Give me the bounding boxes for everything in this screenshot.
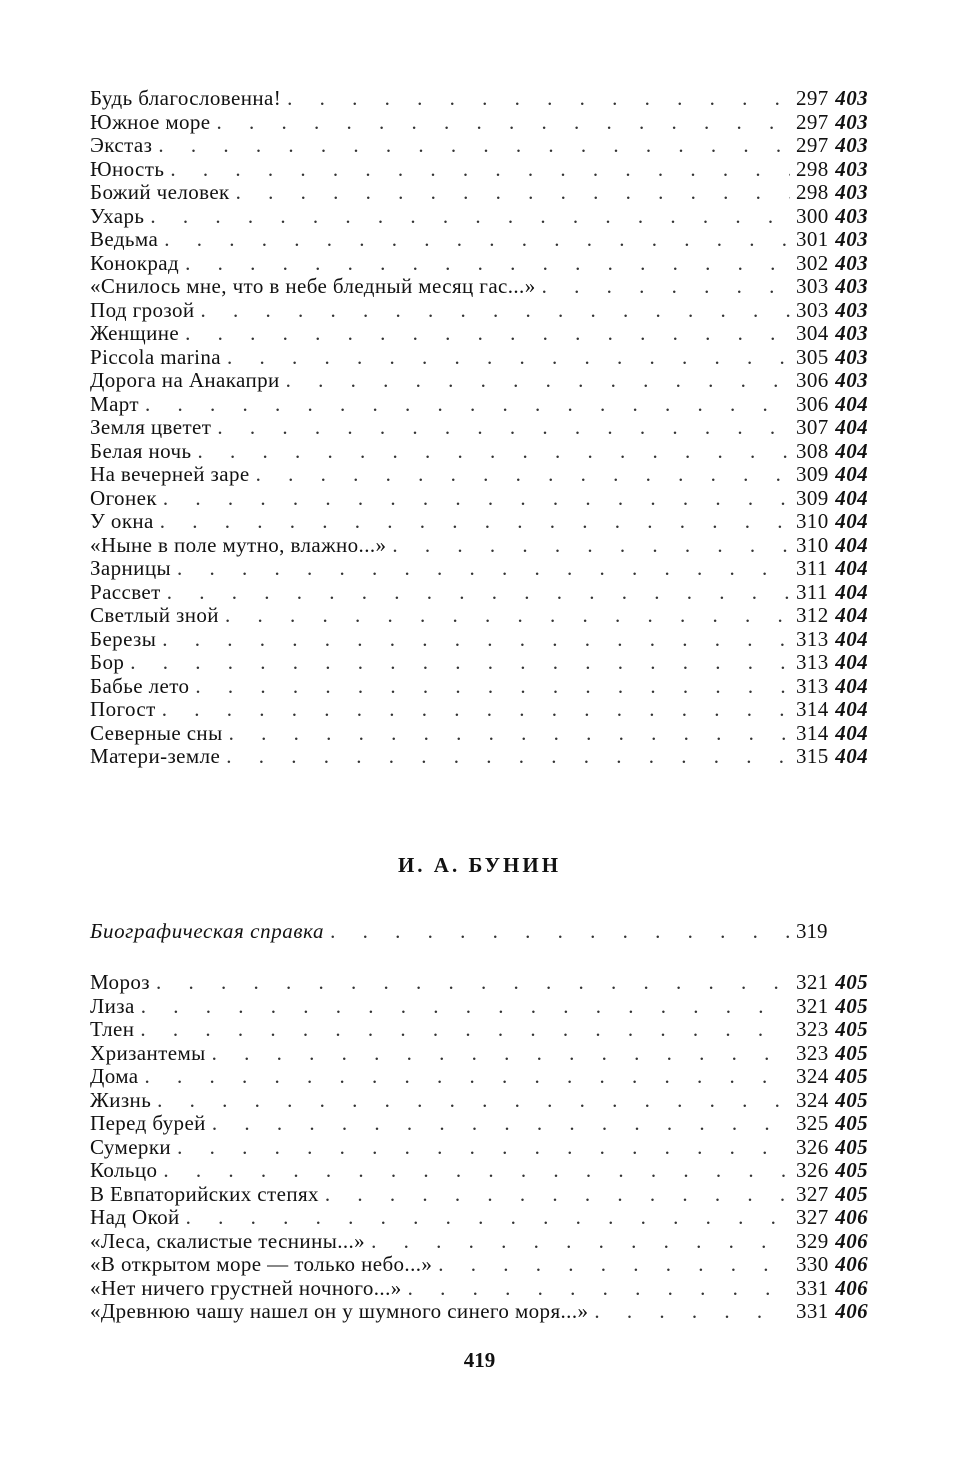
dot-leader xyxy=(162,698,790,722)
entry-note-page: 406 xyxy=(835,1228,868,1253)
entry-title: Конокрад xyxy=(90,250,180,275)
toc-entry xyxy=(90,1159,868,1183)
entry-page-number: 308 xyxy=(796,438,829,463)
entry-note-page: 404 xyxy=(835,485,868,510)
dot-leader xyxy=(195,675,790,699)
entry-page-number: 312 xyxy=(796,603,829,627)
entry-page-number: 324 xyxy=(796,1064,829,1088)
toc-entry xyxy=(90,134,868,158)
toc-entry xyxy=(90,299,868,323)
entry-title: «Нет ничего грустней ночного...» xyxy=(90,1275,402,1300)
entry-note-page: 403 xyxy=(835,156,868,181)
entry-note-page: 404 xyxy=(835,697,868,721)
dot-leader xyxy=(158,134,790,158)
toc-entry xyxy=(90,675,868,699)
toc-entry xyxy=(90,1089,868,1113)
entry-note-page: 404 xyxy=(835,556,868,580)
entry-page-number: 298 xyxy=(796,156,829,181)
entry-title: В Евпаторийских степях xyxy=(90,1181,319,1206)
dot-leader xyxy=(197,440,790,464)
entry-title: На вечерней заре xyxy=(90,462,250,486)
entry-title: Огонек xyxy=(90,485,157,510)
toc-entry xyxy=(90,1206,868,1230)
entry-page-number: 323 xyxy=(796,1040,829,1065)
entry-note-page: 404 xyxy=(835,579,868,604)
toc-entry xyxy=(90,346,868,370)
dot-leader xyxy=(141,995,790,1019)
entry-page-number: 313 xyxy=(796,650,829,674)
bio-entry xyxy=(90,918,830,944)
toc-entry xyxy=(90,1065,868,1089)
dot-leader xyxy=(170,158,790,182)
dot-leader xyxy=(212,1042,790,1066)
dot-leader xyxy=(185,322,790,346)
entry-title: Тлен xyxy=(90,1017,135,1041)
entry-note-page: 404 xyxy=(835,438,868,463)
entry-page-number: 306 xyxy=(796,368,829,392)
dot-leader xyxy=(145,1065,791,1089)
toc-entry xyxy=(90,1136,868,1160)
toc-entry xyxy=(90,534,868,558)
toc-entry xyxy=(90,510,868,534)
entry-title: Ведьма xyxy=(90,227,159,251)
entry-title: Белая ночь xyxy=(90,438,192,463)
entry-title: Под грозой xyxy=(90,297,195,322)
entry-page-number: 310 xyxy=(796,509,829,533)
entry-note-page: 406 xyxy=(835,1275,868,1300)
entry-page-number: 307 xyxy=(796,415,829,439)
entry-page-number: 305 xyxy=(796,344,829,369)
entry-title: Перед бурей xyxy=(90,1111,206,1135)
entry-note-page: 403 xyxy=(835,274,868,298)
entry-page-number: 325 xyxy=(796,1111,829,1135)
toc-entry xyxy=(90,158,868,182)
bio-title: Биографическая справка xyxy=(90,919,325,943)
entry-title: Кольцо xyxy=(90,1158,158,1182)
dot-leader xyxy=(325,1183,790,1207)
dot-leader xyxy=(226,745,790,769)
entry-note-page: 405 xyxy=(835,1111,868,1135)
entry-title: Светлый зной xyxy=(90,603,219,627)
toc-entry xyxy=(90,971,868,995)
toc-entry xyxy=(90,369,868,393)
entry-page-number: 321 xyxy=(796,993,829,1018)
entry-page-number: 324 xyxy=(796,1087,829,1112)
dot-leader xyxy=(140,1018,790,1042)
entry-title: Женщине xyxy=(90,321,180,345)
entry-note-page: 405 xyxy=(835,1181,868,1206)
entry-page-number: 303 xyxy=(796,297,829,322)
entry-title: Жизнь xyxy=(90,1087,152,1112)
toc-entry xyxy=(90,628,868,652)
entry-page-number: 311 xyxy=(796,556,828,580)
entry-title: Дорога на Анакапри xyxy=(90,368,280,392)
entry-title: Рассвет xyxy=(90,579,161,604)
dot-leader xyxy=(201,299,790,323)
entry-note-page: 405 xyxy=(835,993,868,1018)
toc-entry xyxy=(90,393,868,417)
toc-entry xyxy=(90,604,868,628)
entry-page-number: 331 xyxy=(796,1299,829,1323)
entry-note-page: 404 xyxy=(835,603,868,627)
entry-title: Зарницы xyxy=(90,556,171,580)
entry-page-number: 311 xyxy=(796,579,828,604)
toc-entry xyxy=(90,1042,868,1066)
toc-entry xyxy=(90,111,868,135)
entry-note-page: 406 xyxy=(835,1205,868,1229)
toc-entry xyxy=(90,722,868,746)
dot-leader xyxy=(177,557,790,581)
dot-leader xyxy=(371,1230,790,1254)
entry-note-page: 403 xyxy=(835,180,868,204)
dot-leader xyxy=(217,111,790,135)
dot-leader xyxy=(145,393,790,417)
dot-leader xyxy=(286,369,790,393)
entry-note-page: 404 xyxy=(835,720,868,745)
toc-entry xyxy=(90,228,868,252)
toc-entry xyxy=(90,275,868,299)
entry-note-page: 404 xyxy=(835,509,868,533)
entry-page-number: 309 xyxy=(796,462,829,486)
entry-page-number: 300 xyxy=(796,203,829,228)
entry-page-number: 304 xyxy=(796,321,829,345)
entry-page-number: 329 xyxy=(796,1228,829,1253)
entry-note-page: 403 xyxy=(835,297,868,322)
entry-note-page: 405 xyxy=(835,1134,868,1159)
entry-title: У окна xyxy=(90,509,154,533)
entry-note-page: 405 xyxy=(835,1087,868,1112)
entry-note-page: 405 xyxy=(835,1064,868,1088)
entry-title: Ухарь xyxy=(90,203,145,228)
entry-title: Матери-земле xyxy=(90,744,221,768)
entry-note-page: 404 xyxy=(835,532,868,557)
entry-page-number: 297 xyxy=(796,109,829,134)
dot-leader xyxy=(130,651,790,675)
entry-title: Март xyxy=(90,391,139,416)
entry-page-number: 306 xyxy=(796,391,829,416)
entry-page-number: 297 xyxy=(796,133,829,157)
entry-page-number: 314 xyxy=(796,720,829,745)
entry-page-number: 326 xyxy=(796,1158,829,1182)
entry-note-page: 406 xyxy=(835,1252,868,1276)
toc-entry xyxy=(90,557,868,581)
entry-title: «Древнюю чашу нашел он у шумного синего моря...» xyxy=(90,1299,589,1323)
dot-leader xyxy=(167,581,790,605)
dot-leader xyxy=(156,971,790,995)
entry-title: Сумерки xyxy=(90,1134,172,1159)
entry-page-number: 314 xyxy=(796,697,829,721)
entry-title: Будь благословенна! xyxy=(90,86,282,110)
entry-note-page: 403 xyxy=(835,321,868,345)
dot-leader xyxy=(542,275,790,299)
dot-leader xyxy=(164,228,790,252)
dot-leader xyxy=(212,1112,790,1136)
entry-page-number: 301 xyxy=(796,227,829,251)
dot-leader xyxy=(157,1089,790,1113)
entry-page-number: 298 xyxy=(796,180,829,204)
entry-note-page: 405 xyxy=(835,1158,868,1182)
dot-leader xyxy=(330,918,790,944)
toc-entry xyxy=(90,252,868,276)
dot-leader xyxy=(160,510,790,534)
entry-page-number: 297 xyxy=(796,86,829,110)
toc-entry xyxy=(90,487,868,511)
dot-leader xyxy=(150,205,790,229)
entry-note-page: 403 xyxy=(835,203,868,228)
dot-leader xyxy=(225,604,790,628)
entry-note-page: 404 xyxy=(835,391,868,416)
bio-page-number: 319 xyxy=(796,919,828,943)
entry-title: Земля цветет xyxy=(90,415,212,439)
entry-title: «В открытом море — только небо...» xyxy=(90,1252,433,1276)
entry-title: Юность xyxy=(90,156,165,181)
dot-leader xyxy=(438,1253,790,1277)
section-heading: И. А. БУНИН xyxy=(397,853,562,877)
entry-page-number: 330 xyxy=(796,1252,829,1276)
entry-title: Божий человек xyxy=(90,180,230,204)
entry-page-number: 302 xyxy=(796,250,829,275)
entry-title: Дома xyxy=(90,1064,139,1088)
toc-entry xyxy=(90,416,868,440)
entry-note-page: 406 xyxy=(835,1299,868,1323)
entry-title: Погост xyxy=(90,697,156,721)
entry-page-number: 326 xyxy=(796,1134,829,1159)
entry-title: Бабье лето xyxy=(90,673,190,698)
entry-title: Березы xyxy=(90,626,157,651)
toc-entry xyxy=(90,651,868,675)
entry-title: Северные сны xyxy=(90,720,223,745)
toc-list-part2 xyxy=(90,971,868,1324)
toc-entry xyxy=(90,440,868,464)
toc-entry xyxy=(90,995,868,1019)
entry-note-page: 403 xyxy=(835,109,868,134)
dot-leader xyxy=(162,628,790,652)
toc-entry xyxy=(90,745,868,769)
entry-page-number: 321 xyxy=(796,970,829,994)
dot-leader xyxy=(594,1300,790,1324)
toc-list-part1 xyxy=(90,87,868,769)
toc-entry xyxy=(90,1230,868,1254)
dot-leader xyxy=(408,1277,790,1301)
toc-entry xyxy=(90,463,868,487)
toc-entry xyxy=(90,1253,868,1277)
toc-entry xyxy=(90,1018,868,1042)
dot-leader xyxy=(186,1206,790,1230)
toc-entry xyxy=(90,322,868,346)
toc-entry xyxy=(90,1183,868,1207)
entry-title: Над Окой xyxy=(90,1205,180,1229)
dot-leader xyxy=(227,346,790,370)
entry-note-page: 403 xyxy=(835,344,868,369)
entry-note-page: 405 xyxy=(835,1017,868,1041)
toc-entry xyxy=(90,205,868,229)
entry-title: Мороз xyxy=(90,970,150,994)
entry-title: Южное море xyxy=(90,109,211,134)
entry-title: «Снилось мне, что в небе бледный месяц гас...» xyxy=(90,274,536,298)
toc-entry xyxy=(90,581,868,605)
entry-title: «Ныне в поле мутно, влажно...» xyxy=(90,532,387,557)
entry-page-number: 323 xyxy=(796,1017,829,1041)
entry-title: Лиза xyxy=(90,993,135,1018)
dot-leader xyxy=(217,416,790,440)
entry-title: «Леса, скалистые теснины...» xyxy=(90,1228,366,1253)
entry-page-number: 313 xyxy=(796,673,829,698)
toc-entry xyxy=(90,1112,868,1136)
entry-note-page: 404 xyxy=(835,673,868,698)
entry-page-number: 313 xyxy=(796,626,829,651)
entry-note-page: 403 xyxy=(835,368,868,392)
toc-entry xyxy=(90,1277,868,1301)
entry-note-page: 403 xyxy=(835,133,868,157)
dot-leader xyxy=(177,1136,790,1160)
entry-note-page: 404 xyxy=(835,415,868,439)
dot-leader xyxy=(163,1159,790,1183)
entry-page-number: 327 xyxy=(796,1181,829,1206)
dot-leader xyxy=(392,534,790,558)
entry-page-number: 327 xyxy=(796,1205,829,1229)
entry-page-number: 331 xyxy=(796,1275,829,1300)
toc-entry xyxy=(90,698,868,722)
entry-note-page: 405 xyxy=(835,1040,868,1065)
page-folio: 419 xyxy=(463,1348,496,1372)
entry-note-page: 403 xyxy=(835,250,868,275)
toc-entry xyxy=(90,87,868,111)
entry-note-page: 404 xyxy=(835,744,868,768)
entry-note-page: 403 xyxy=(835,86,868,110)
entry-page-number: 303 xyxy=(796,274,829,298)
entry-page-number: 315 xyxy=(796,744,829,768)
entry-title: Хризантемы xyxy=(90,1040,206,1065)
entry-title: Piccola marina xyxy=(90,344,221,369)
entry-title: Экстаз xyxy=(90,133,153,157)
dot-leader xyxy=(256,463,790,487)
entry-note-page: 404 xyxy=(835,462,868,486)
entry-title: Бор xyxy=(90,650,125,674)
dot-leader xyxy=(163,487,790,511)
dot-leader xyxy=(236,181,790,205)
dot-leader xyxy=(229,722,790,746)
entry-note-page: 404 xyxy=(835,650,868,674)
entry-note-page: 404 xyxy=(835,626,868,651)
entry-page-number: 310 xyxy=(796,532,829,557)
toc-entry xyxy=(90,181,868,205)
entry-note-page: 403 xyxy=(835,227,868,251)
entry-note-page: 405 xyxy=(835,970,868,994)
dot-leader xyxy=(287,87,790,111)
toc-entry xyxy=(90,1300,868,1324)
entry-page-number: 309 xyxy=(796,485,829,510)
dot-leader xyxy=(185,252,790,276)
